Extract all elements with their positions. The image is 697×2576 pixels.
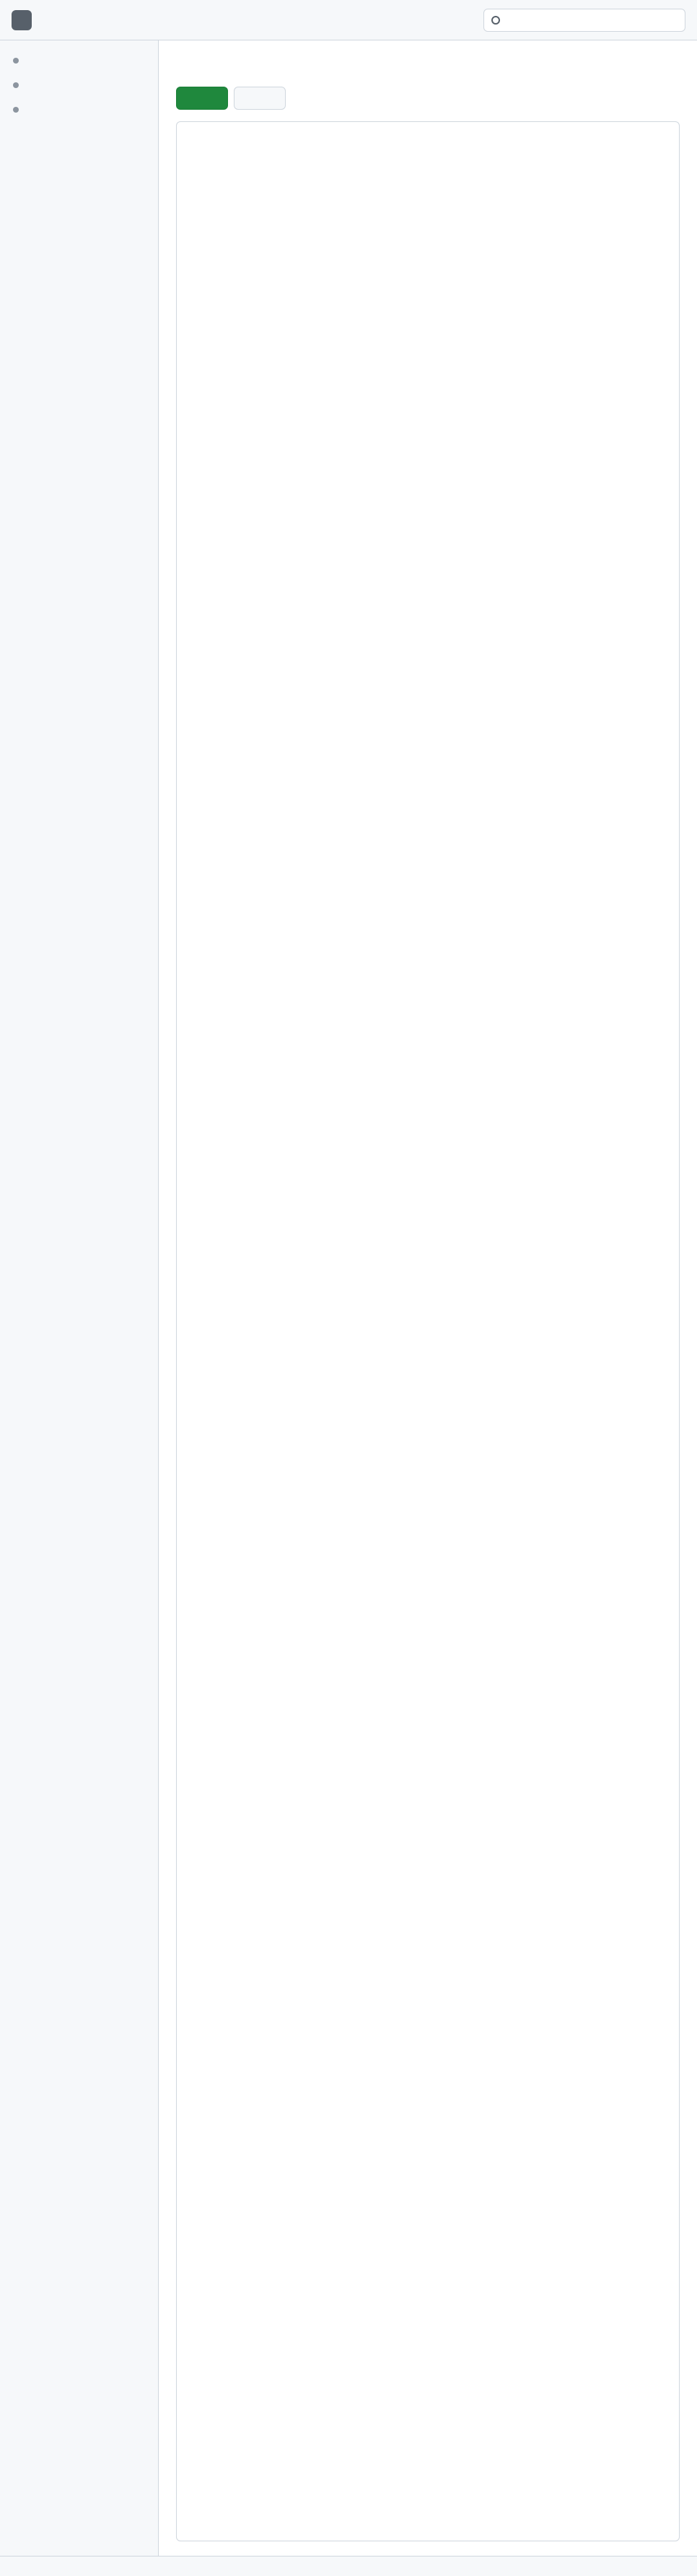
secondary-button[interactable] — [234, 87, 286, 110]
sidebar-item[interactable] — [6, 74, 152, 97]
sidebar-item[interactable] — [6, 49, 152, 72]
app-logo — [12, 10, 32, 30]
main-panel — [159, 40, 697, 2556]
search-box[interactable] — [483, 9, 685, 32]
sidebar — [0, 40, 159, 2556]
primary-button[interactable] — [176, 87, 228, 110]
page-title — [176, 55, 680, 75]
bullet-icon — [13, 58, 19, 64]
toolbar — [176, 87, 680, 110]
status-bar — [0, 2556, 697, 2576]
sidebar-item[interactable] — [6, 98, 152, 121]
search-icon — [491, 16, 500, 25]
header-bar — [0, 0, 697, 40]
search-input[interactable] — [504, 14, 678, 25]
bullet-icon — [13, 82, 19, 88]
bullet-icon — [13, 107, 19, 113]
content-area — [176, 121, 680, 2541]
app-body — [0, 40, 697, 2556]
